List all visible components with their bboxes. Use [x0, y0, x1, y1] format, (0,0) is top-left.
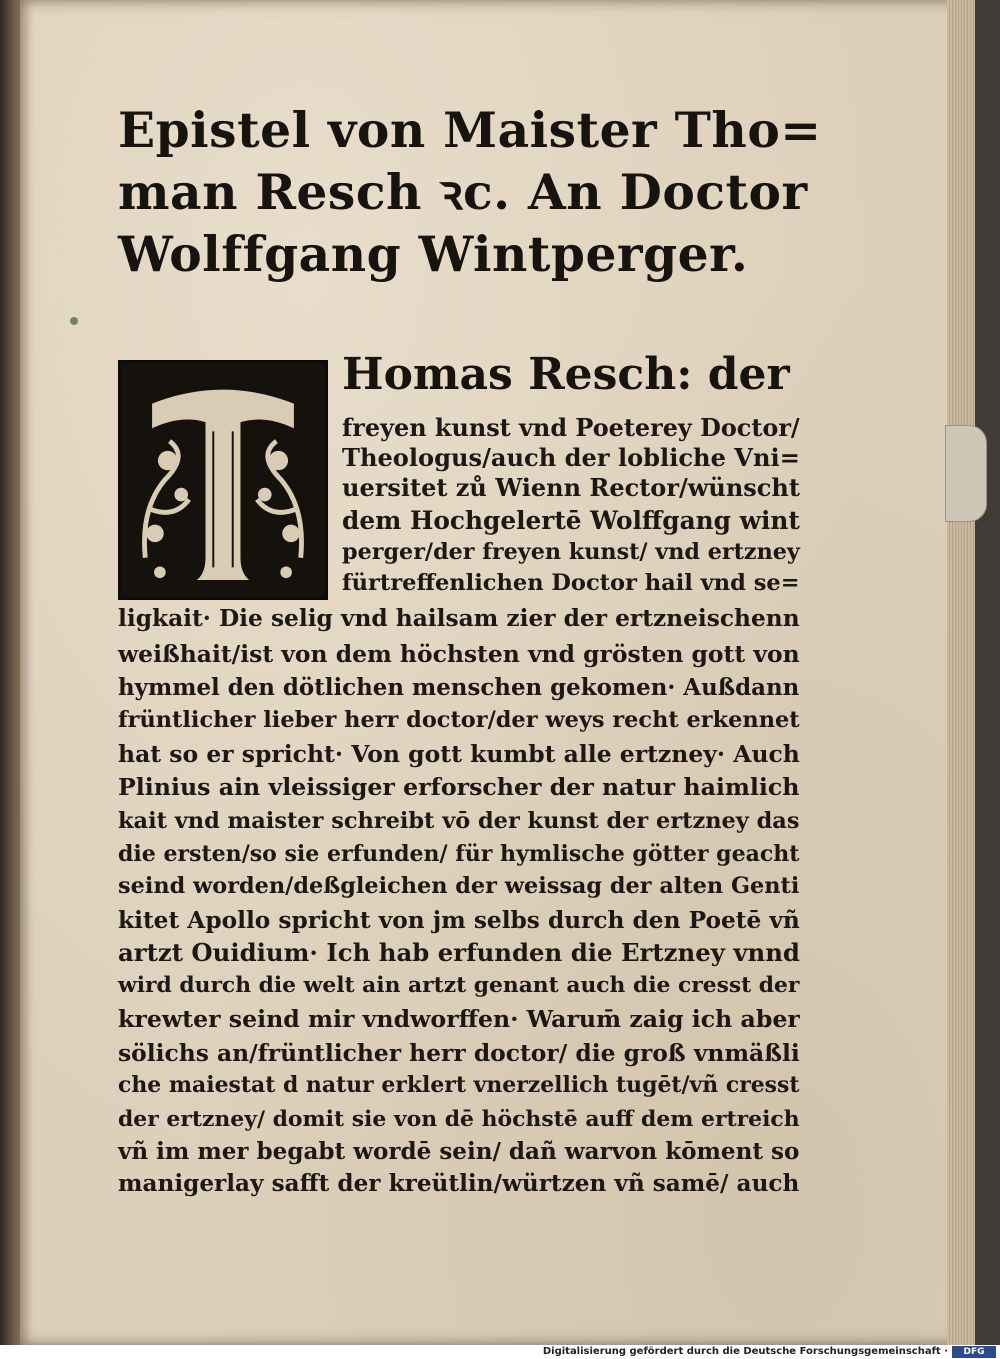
- text-line: früntlicher lieber herr doctor/der weys recht erkennet: [118, 707, 800, 733]
- text-line: krewter seind mir vndworffen· Warum̄ zaig ich aber: [118, 1005, 800, 1033]
- text-line: che maiestat d natur erklert vnerzellich tugēt/vñ cresst: [118, 1072, 800, 1098]
- text-line: die ersten/so sie erfunden/ für hymlische götter geacht: [118, 841, 800, 867]
- page-edges: [947, 0, 975, 1345]
- text-line: ligkait· Die selig vnd hailsam zier der ertzneischenn: [118, 605, 800, 632]
- page-title: [118, 100, 822, 286]
- text-line: dem Hochgelertē Wolffgang wint: [342, 506, 800, 535]
- dfg-logo: DFG: [952, 1346, 996, 1358]
- title-line: Wolffgang Wintperger.: [118, 226, 749, 283]
- text-line: Theologus/auch der lobliche Vni=: [342, 443, 800, 472]
- text-line: uersitet zů Wienn Rector/wünscht: [342, 473, 800, 502]
- text-line: kitet Apollo spricht von jm selbs durch den Poetē vñ: [118, 907, 800, 934]
- text-line: seind worden/deßgleichen der weissag der alten Genti: [118, 873, 800, 899]
- text-line: weißhait/ist von dem höchsten vnd grösten gott von: [118, 640, 800, 668]
- text-line: fürtreffenlichen Doctor hail vnd se=: [342, 570, 800, 596]
- text-line: manigerlay safft der kreütlin/würtzen vñ samē/ auch: [118, 1170, 800, 1197]
- text-line: wird durch die welt ain artzt genant auch die cresst der: [118, 973, 800, 998]
- title-line: Epistel von Maister Tho=: [118, 102, 822, 159]
- text-line: der ertzney/ domit sie von dē höchstē auff dem ertreich: [118, 1106, 800, 1132]
- first-text-line: Homas Resch: der: [342, 349, 790, 400]
- text-line: artzt Ouidium· Ich hab erfunden die Ertzney vnnd: [118, 938, 800, 967]
- page-tab-marker: [945, 425, 987, 522]
- text-line: kait vnd maister schreibt vō der kunst der ertzney das: [118, 808, 800, 834]
- title-line: man Resch ꝛc. An Doctor: [118, 164, 808, 221]
- funding-notice: Digitalisierung gefördert durch die Deutsche Forschungsgemeinschaft ·: [542, 1346, 948, 1357]
- text-line: freyen kunst vnd Poeterey Doctor/: [342, 414, 800, 442]
- text-line: perger/der freyen kunst/ vnd ertzney: [342, 539, 800, 565]
- decorated-initial: [118, 360, 328, 600]
- text-line: vñ im mer begabt wordē sein/ dañ warvon kōment so: [118, 1138, 800, 1165]
- text-line: hymmel den dötlichen menschen gekomen· Außdann: [118, 674, 800, 701]
- text-line: Plinius ain vleissiger erforscher der natur haimlich: [118, 773, 800, 801]
- text-line: hat so er spricht· Von gott kumbt alle ertzney· Auch: [118, 740, 800, 768]
- text-line: sölichs an/früntlicher herr doctor/ die groß vnmäßli: [118, 1039, 800, 1067]
- floral-initial-t-icon: [121, 363, 325, 597]
- paper-speck: [70, 317, 78, 325]
